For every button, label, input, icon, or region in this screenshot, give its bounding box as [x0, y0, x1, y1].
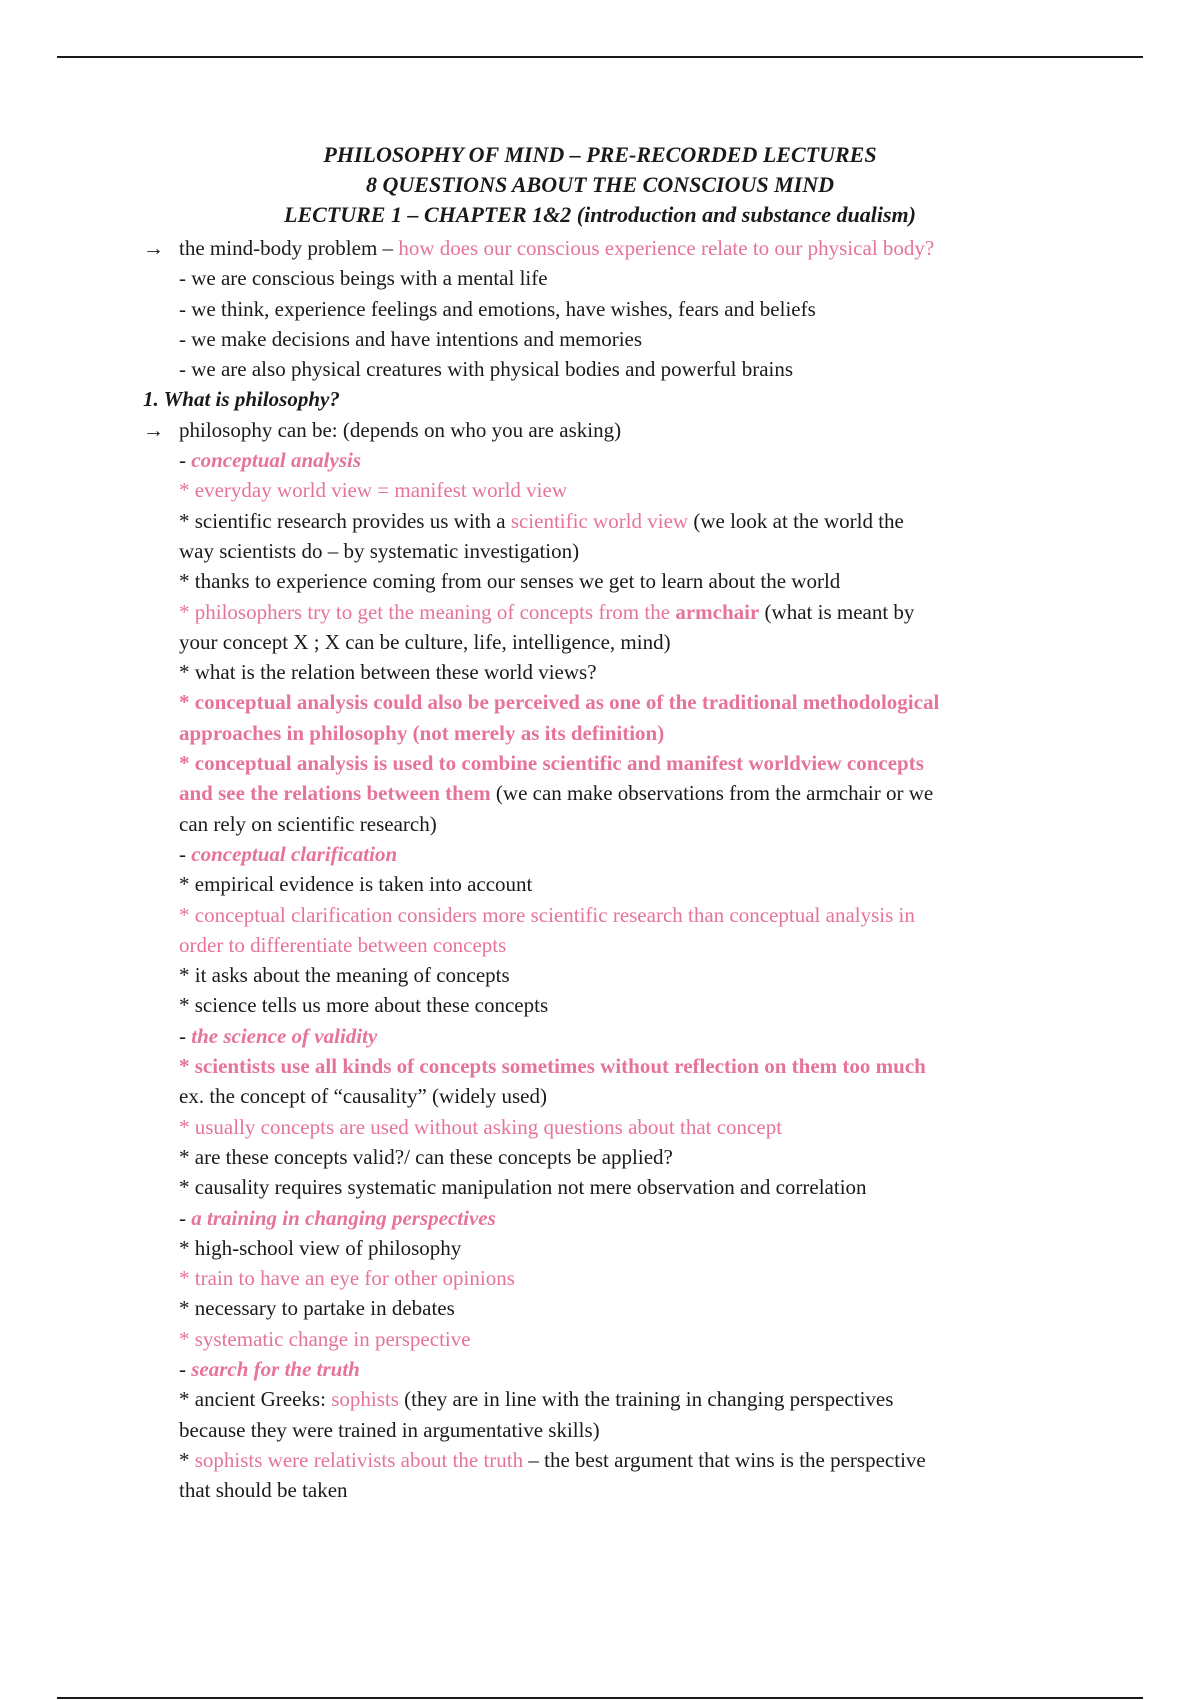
intro-item: - we are conscious beings with a mental life	[179, 266, 548, 291]
document-title	[0, 140, 1200, 230]
note-line: * usually concepts are used without asking questions about that concept	[179, 1114, 783, 1139]
highlight-span: and see the relations between them	[179, 781, 491, 806]
subsection-title: a training in changing perspectives	[191, 1205, 496, 1230]
highlight-span: sophists were relativists about the truth	[194, 1447, 524, 1472]
note-line: * conceptual analysis could also be perceived as one of the traditional methodological	[179, 690, 940, 715]
subsection-title: the science of validity	[191, 1023, 378, 1048]
note-line: * scientists use all kinds of concepts sometimes without reflection on them too much	[179, 1054, 926, 1079]
highlight-span: sophists	[331, 1387, 399, 1412]
intro-lead-line	[143, 233, 1063, 263]
dash: -	[179, 841, 192, 866]
note-line: * high-school view of philosophy	[179, 1235, 462, 1260]
note-line: * conceptual analysis is used to combine scientific and manifest worldview concepts	[179, 751, 924, 776]
section-heading: 1. What is philosophy?	[143, 387, 340, 412]
text-span: (we can make observations from the armchair or we	[490, 781, 934, 806]
highlight-span: scientific world view	[510, 508, 689, 533]
note-line: approaches in philosophy (not merely as its definition)	[179, 720, 665, 745]
highlight-span: * philosophers try to get the meaning of concepts from the	[179, 599, 676, 624]
note-line: * are these concepts valid?/ can these concepts be applied?	[179, 1144, 673, 1169]
text-span: (they are in line with the training in changing perspectives	[398, 1387, 894, 1412]
intro-lead: the mind-body problem –	[179, 236, 399, 260]
note-line: * science tells us more about these concepts	[179, 993, 549, 1018]
section-lead-line	[143, 415, 1063, 445]
note-line: * thanks to experience coming from our senses we get to learn about the world	[179, 569, 841, 594]
note-line: * everyday world view = manifest world view	[179, 478, 567, 503]
text-span: – the best argument that wins is the perspective	[523, 1447, 926, 1472]
dash: -	[179, 1023, 192, 1048]
text-span: * scientific research provides us with a	[179, 508, 511, 533]
title-line-3: LECTURE 1 – CHAPTER 1&2 (introduction and substance dualism)	[284, 202, 916, 227]
note-line: order to differentiate between concepts	[179, 932, 507, 957]
note-line	[143, 506, 1063, 536]
intro-item: - we think, experience feelings and emotions, have wishes, fears and beliefs	[179, 296, 816, 321]
note-line	[143, 1445, 1063, 1475]
document-body	[143, 233, 1063, 1505]
title-line-2: 8 QUESTIONS ABOUT THE CONSCIOUS MIND	[366, 172, 834, 197]
subsection-title-search-for-truth	[143, 1354, 1063, 1384]
subsection-title: search for the truth	[191, 1356, 360, 1381]
note-line	[143, 1384, 1063, 1414]
subsection-title-conceptual-clarification	[143, 839, 1063, 869]
dash: -	[179, 448, 192, 473]
subsection-title-science-of-validity	[143, 1021, 1063, 1051]
title-line-1: PHILOSOPHY OF MIND – PRE-RECORDED LECTURES	[323, 142, 877, 167]
note-line: * systematic change in perspective	[179, 1326, 471, 1351]
dash: -	[179, 1205, 192, 1230]
note-line: * causality requires systematic manipulation not mere observation and correlation	[179, 1175, 867, 1200]
note-line: that should be taken	[179, 1478, 348, 1503]
intro-question: how does our conscious experience relate to our physical body?	[398, 236, 935, 260]
intro-item: - we make decisions and have intentions and memories	[179, 326, 643, 351]
note-line: * necessary to partake in debates	[179, 1296, 455, 1321]
arrow-right-icon: →	[143, 417, 164, 442]
bottom-rule	[57, 1697, 1143, 1699]
note-line	[143, 597, 1063, 627]
arrow-right-icon: →	[143, 236, 164, 260]
text-span: *	[179, 1447, 195, 1472]
note-line	[143, 778, 1063, 808]
subsection-title-conceptual-analysis	[143, 445, 1063, 475]
intro-item: - we are also physical creatures with physical bodies and powerful brains	[179, 357, 794, 382]
note-line: can rely on scientific research)	[179, 811, 437, 836]
highlight-span: armchair	[675, 599, 760, 624]
top-rule	[57, 56, 1143, 58]
note-line: * train to have an eye for other opinions	[179, 1266, 515, 1291]
text-span: (what is meant by	[759, 599, 915, 624]
section-lead: philosophy can be: (depends on who you are asking)	[179, 417, 622, 442]
dash: -	[179, 1356, 192, 1381]
note-line: because they were trained in argumentative skills)	[179, 1417, 600, 1442]
text-span: * ancient Greeks:	[179, 1387, 332, 1412]
note-line: * what is the relation between these world views?	[179, 660, 597, 685]
text-span: (we look at the world the	[688, 508, 904, 533]
note-line: way scientists do – by systematic investigation)	[179, 538, 580, 563]
subsection-title-changing-perspectives	[143, 1203, 1063, 1233]
note-line: ex. the concept of “causality” (widely used)	[179, 1084, 547, 1109]
subsection-title: conceptual analysis	[191, 448, 362, 473]
note-line: * it asks about the meaning of concepts	[179, 963, 510, 988]
note-line: your concept X ; X can be culture, life, intelligence, mind)	[179, 629, 671, 654]
subsection-title: conceptual clarification	[191, 841, 398, 866]
note-line: * conceptual clarification considers more scientific research than conceptual analysis in	[179, 902, 915, 927]
note-line: * empirical evidence is taken into account	[179, 872, 533, 897]
